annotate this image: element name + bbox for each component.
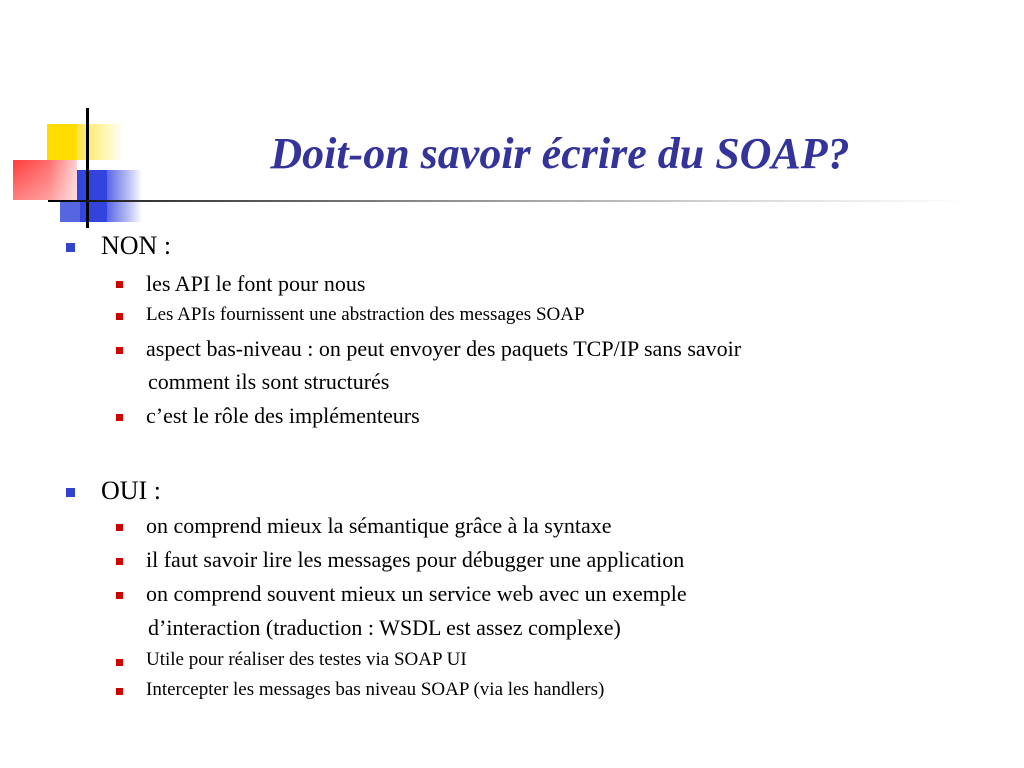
list-item-continuation: d’interaction (traduction : WSDL est assez complexe): [148, 615, 621, 640]
list-item: les API le font pour nous: [146, 271, 366, 296]
item-bullet-icon: [116, 688, 123, 695]
item-bullet-icon: [116, 313, 123, 320]
list-item: Les APIs fournissent une abstraction des messages SOAP: [146, 304, 585, 325]
list-item: Intercepter les messages bas niveau SOAP (via les handlers): [146, 679, 605, 700]
section-bullet-icon: [66, 243, 75, 252]
item-bullet-icon: [116, 347, 123, 354]
list-item: on comprend mieux la sémantique grâce à la syntaxe: [146, 513, 612, 538]
list-item: aspect bas-niveau : on peut envoyer des paquets TCP/IP sans savoir: [146, 336, 742, 361]
section-heading-non: NON :: [101, 231, 172, 260]
item-bullet-icon: [116, 558, 123, 565]
list-item: c’est le rôle des implémenteurs: [146, 403, 420, 428]
item-bullet-icon: [116, 592, 123, 599]
section-heading-oui: OUI :: [101, 476, 161, 505]
section-bullet-icon: [66, 488, 75, 497]
item-bullet-icon: [116, 281, 123, 288]
list-item-continuation: comment ils sont structurés: [148, 369, 390, 394]
list-item: il faut savoir lire les messages pour débugger une application: [146, 547, 685, 572]
slide-title: Doit-on savoir écrire du SOAP?: [270, 129, 850, 178]
list-item: Utile pour réaliser des testes via SOAP UI: [146, 649, 467, 670]
item-bullet-icon: [116, 524, 123, 531]
list-item: on comprend souvent mieux un service web avec un exemple: [146, 581, 687, 606]
item-bullet-icon: [116, 659, 123, 666]
item-bullet-icon: [116, 414, 123, 421]
